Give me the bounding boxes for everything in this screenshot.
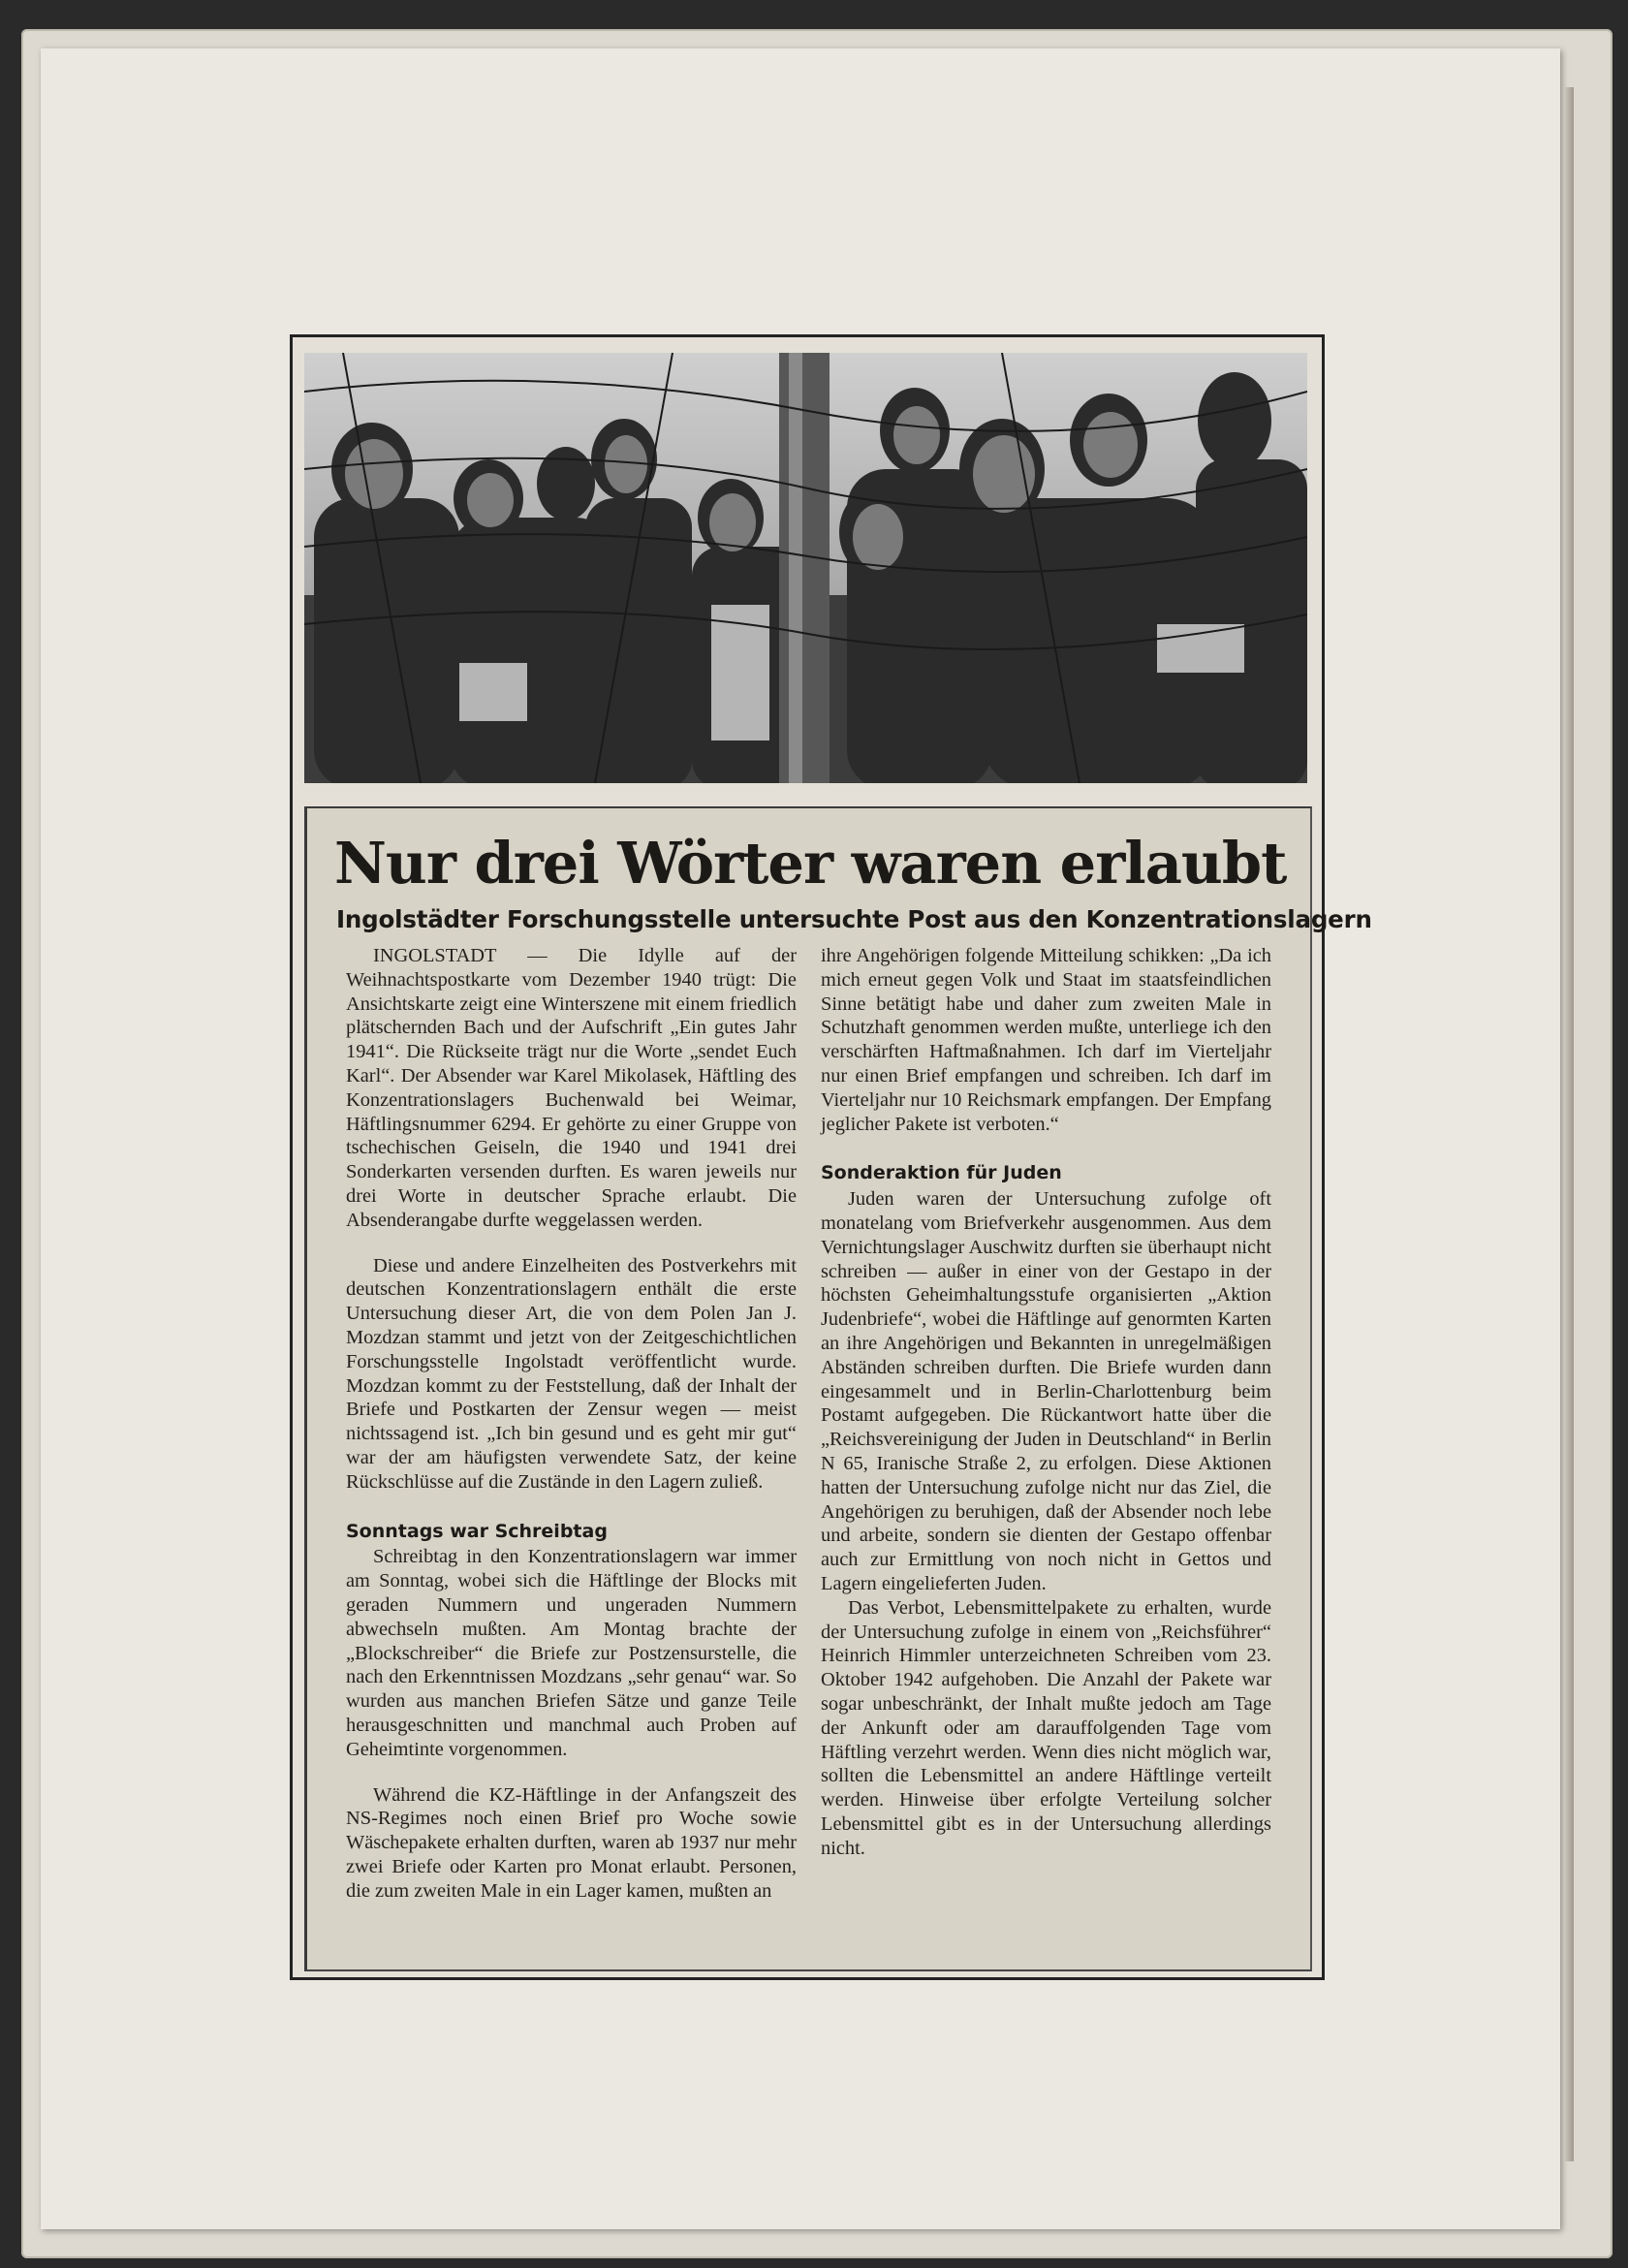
paragraph: Während die KZ-Häftlinge in der Anfangszeit des NS-Regimes noch einen Brief pro Woche sowie Wäschepakete erhalten durften, waren ab 1937 nur mehr zwei Briefe oder Karten pro Monat erlaubt. Personen, die zum zweiten Male in ein Lager kamen, mußten an (346, 1783, 797, 1902)
paragraph: Diese und andere Einzelheiten des Postverkehrs mit deutschen Konzentrationslagern enthält die erste Untersuchung dieser Art, die von dem Polen Jan J. Mozdzan stammt und jetzt von der Zeitgeschichtlichen Forschungsstelle Ingolstadt veröffentlicht wurde. Mozdzan kommt zu der Feststellung, daß der Inhalt der Briefe und Postkarten der Zensur wegen — meist nichtssagend ist. „Ich bin gesund und es geht mir gut“ war der am häufigsten verwendete Satz, der keine Rückschlüsse auf die Zustände in den Lagern zuließ. (346, 1254, 797, 1493)
paragraph: Schreibtag in den Konzentrationslagern war immer am Sonntag, wobei sich die Häftlinge der Blocks mit geraden Nummern und ungeraden Nummern abwechseln mußten. Am Montag brachte der „Blockschreiber“ die Briefe zur Postzensurstelle, die nach den Erkenntnissen Mozdzans „sehr genau“ war. So wurden aus manchen Briefen Sätze und ganze Teile herausgeschnitten und manchmal auch Proben auf Geheimtinte vorgenommen. (346, 1546, 797, 1760)
article-subheadline: Ingolstädter Forschungsstelle untersuchte Post aus den Konzentrationslagern (336, 905, 1372, 933)
newspaper-photo (304, 353, 1307, 783)
article-column-right (821, 944, 1271, 1860)
paragraph: Juden waren der Untersuchung zufolge oft monatelang vom Briefverkehr ausgenommen. Aus dem Vernichtungslager Auschwitz durften sie überhaupt nicht schreiben — außer in einer von der Gestapo in der höchsten Geheimhaltungsstufe organisierten „Aktion Judenbriefe“, wobei die Häftlinge auf genormten Karten an ihre Angehörigen und Bekannten in unregelmäßigen Abständen schreiben durften. Die Briefe wurden dann eingesammelt und in Berlin-Charlottenburg beim Postamt aufgegeben. Die Rückantwort hatte über die „Reichsvereinigung der Juden in Deutschland“ in Berlin N 65, Iranische Straße 2, zu erfolgen. Diese Aktionen hatten der Untersuchung zufolge nicht nur das Ziel, die Angehörigen zu beruhigen, daß der Absender noch lebe und arbeite, sondern sie dienten der Gestapo offenbar auch zur Ermittlung von noch nicht in Gettos und Lagern eingelieferten Juden. (821, 1188, 1271, 1594)
article-headline: Nur drei Wörter waren erlaubt (334, 830, 1287, 897)
section-heading: Sonderaktion für Juden (821, 1162, 1062, 1184)
newspaper-clipping (304, 806, 1372, 1971)
section-heading: Sonntags war Schreibtag (346, 1520, 608, 1542)
paragraph: INGOLSTADT — Die Idylle auf der Weihnachtspostkarte vom Dezember 1940 trügt: Die Ansichtskarte zeigt eine Winterszene mit einem friedlich plätschernden Bach und der Aufschrift „Ein gutes Jahr 1941“. Die Rückseite trägt nur die Worte „sendet Euch Karl“. Der Absender war Karel Mikolasek, Häftling des Konzentrationslagers Buchenwald bei Weimar, Häftlingsnummer 6294. Er gehörte zu einer Gruppe von tschechischen Geiseln, die 1940 und 1941 drei Sonderkarten versenden durften. Es waren jeweils nur drei Worte in deutscher Sprache erlaubt. Die Absenderangabe durfte weggelassen werden. (346, 945, 797, 1231)
paragraph: ihre Angehörigen folgende Mitteilung schikken: „Da ich mich erneut gegen Volk und Staat im staatsfeindlichen Sinne betätigt habe und daher zum zweiten Male in Schutzhaft genommen werden mußte, unterliege ich den verschärften Haftmaßnahmen. Ich darf im Vierteljahr nur einen Brief empfangen und schreiben. Ich darf im Vierteljahr nur 10 Reichsmark empfangen. Der Empfang jeglicher Pakete ist verboten.“ (821, 945, 1271, 1135)
article-column-left (346, 944, 797, 1903)
paragraph: Das Verbot, Lebensmittelpakete zu erhalten, wurde der Untersuchung zufolge in einem von „Reichsführer“ Heinrich Himmler unterzeichneten Schreiben vom 23. Oktober 1942 aufgehoben. Die Anzahl der Pakete war sogar unbeschränkt, der Inhalt mußte jedoch am Tage der Ankunft oder am darauffolgenden Tage vom Häftling verzehrt werden. Wenn dies nicht möglich war, sollten die Lebensmittel an andere Häftlinge verteilt werden. Hinweise über erfolgte Verteilung solcher Lebensmittel gibt es in der Untersuchung allerdings nicht. (821, 1596, 1271, 1859)
